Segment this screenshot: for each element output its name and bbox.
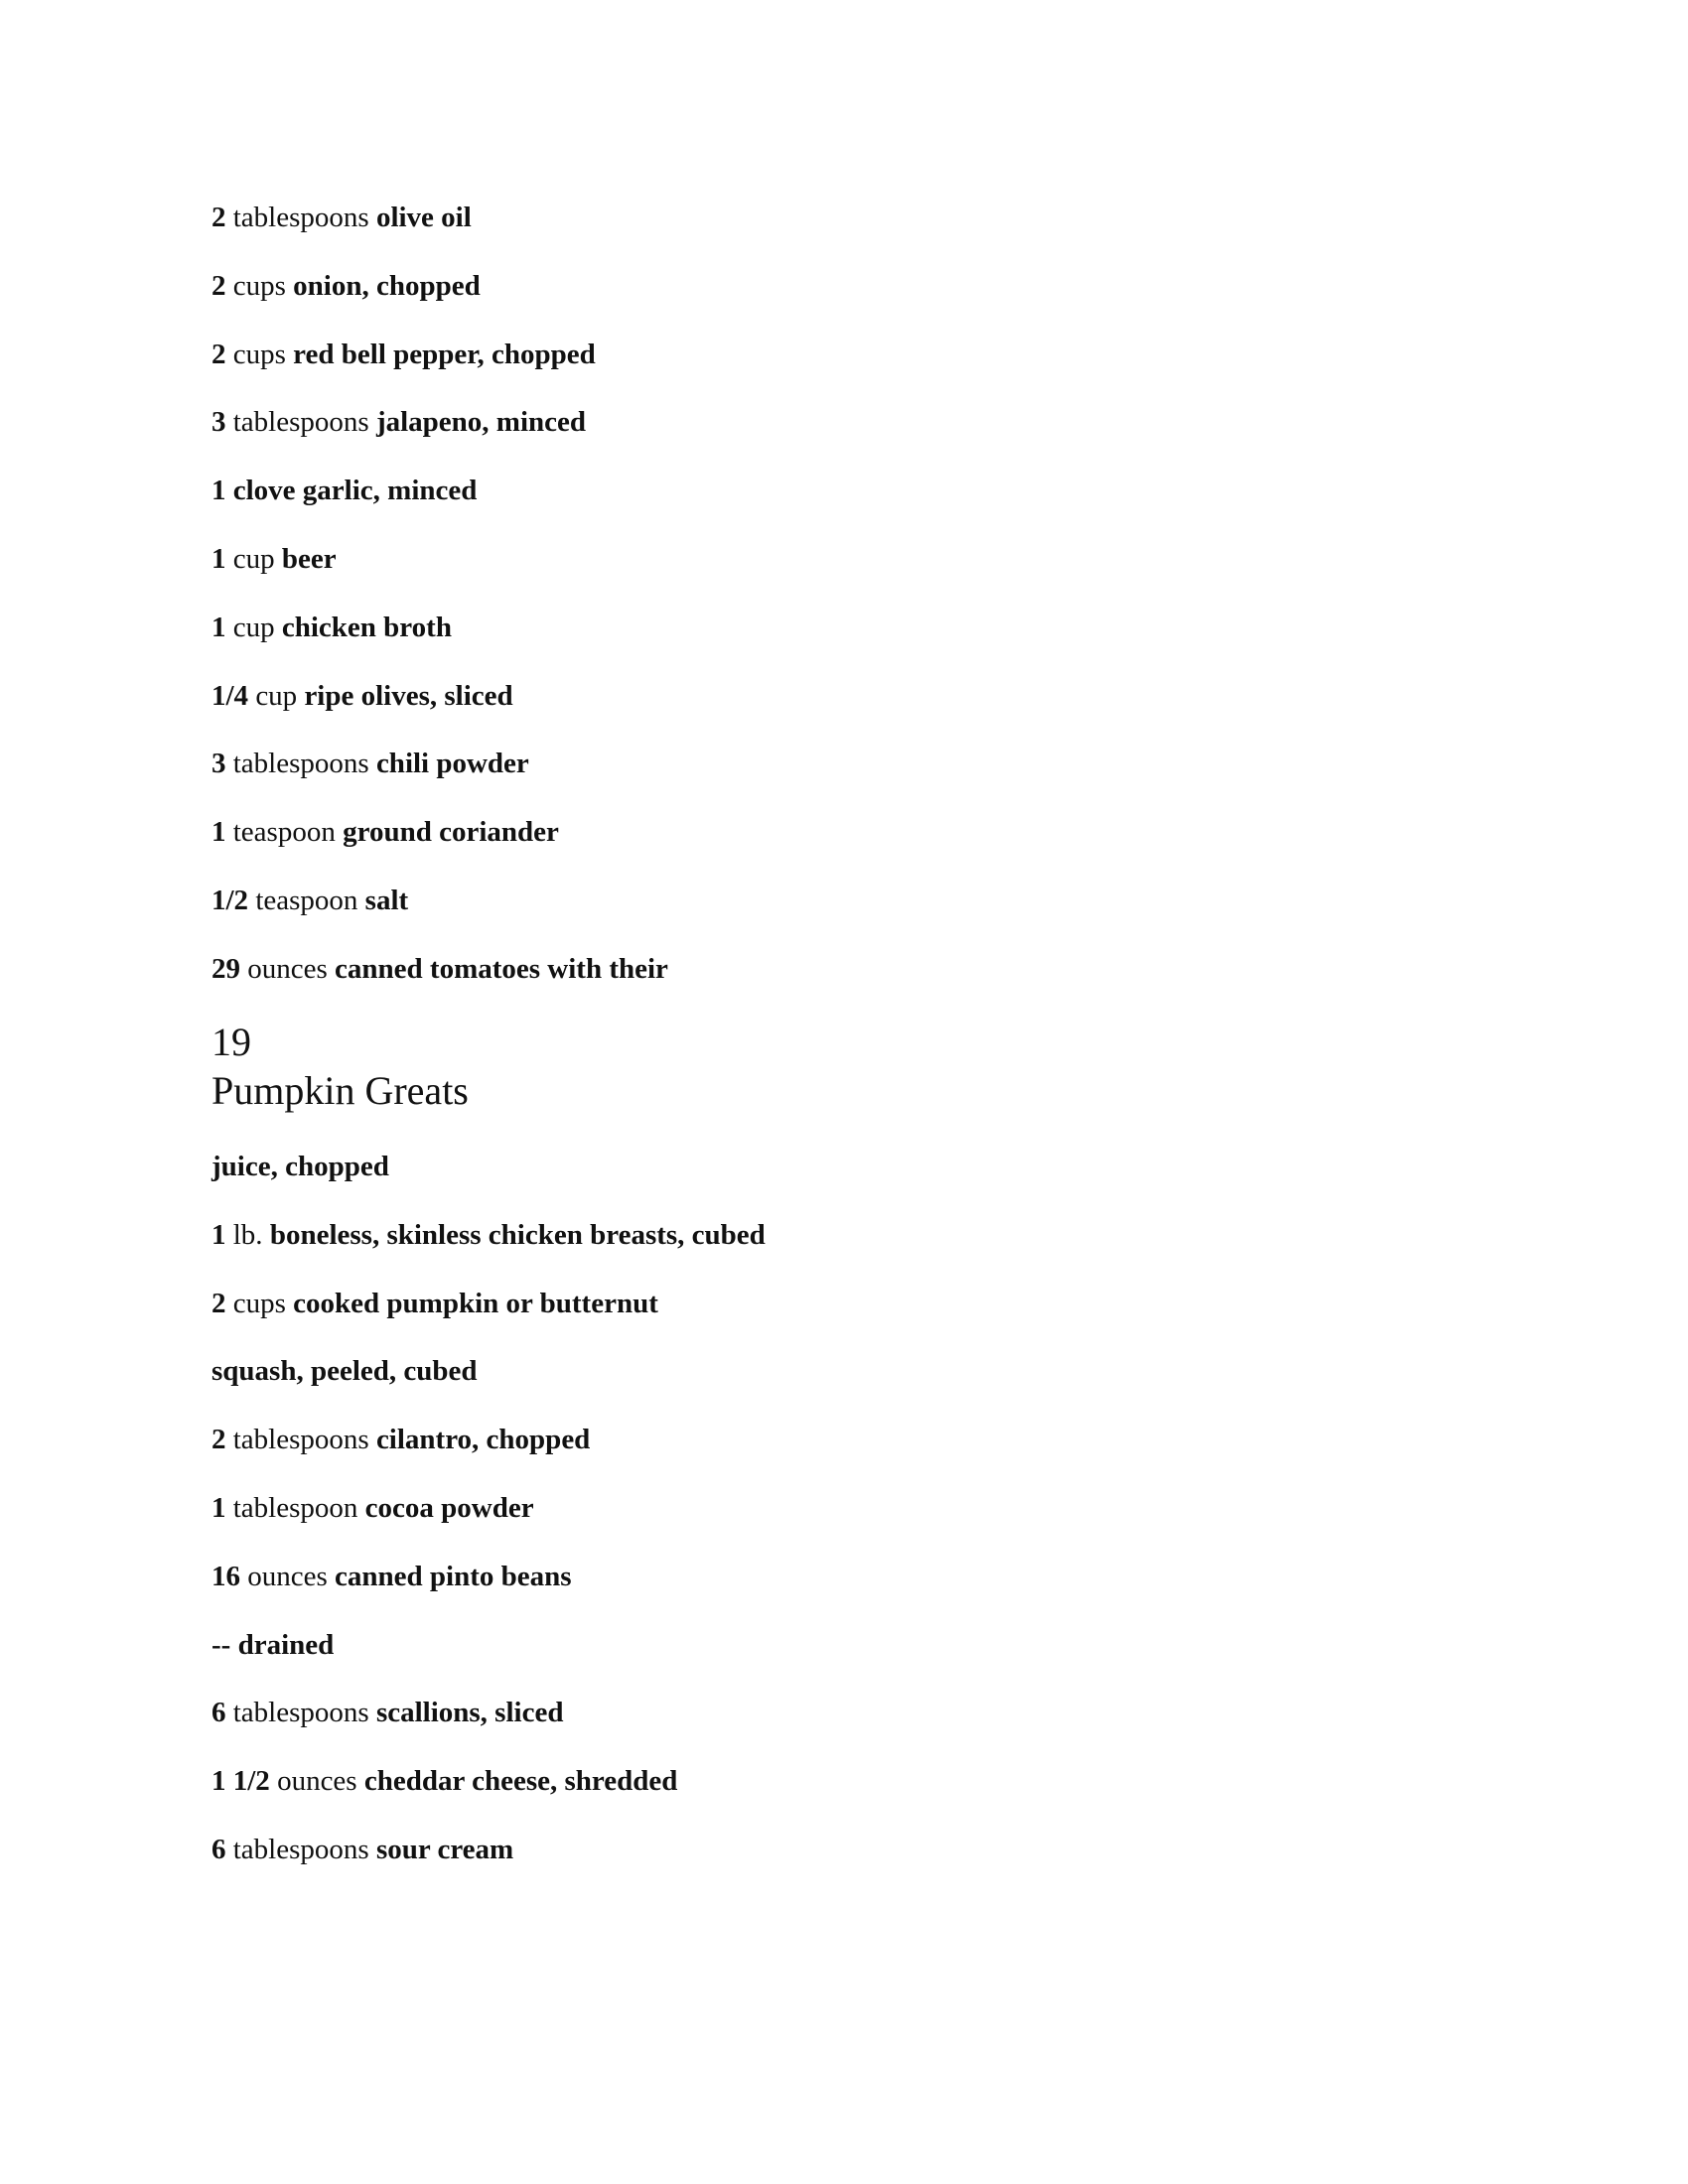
ingredient-name: clove garlic, minced [232, 475, 478, 507]
ingredient-line [211, 1690, 1502, 1758]
ingredient-line [211, 1622, 1502, 1691]
ingredient-unit: teaspoon [232, 816, 336, 849]
running-title: Pumpkin Greats [211, 1068, 469, 1113]
ingredient-unit: cup [232, 542, 275, 575]
ingredient-line [211, 1281, 1502, 1349]
ingredient-name: chicken broth [281, 611, 452, 643]
ingredient-unit: ounces [247, 1560, 328, 1592]
ingredient-name: squash, peeled, cubed [211, 1355, 478, 1388]
ingredient-name: canned pinto beans [335, 1560, 572, 1592]
ingredient-line [211, 605, 1502, 673]
ingredient-unit: tablespoons [232, 1833, 369, 1865]
ingredient-unit: cup [255, 679, 298, 712]
ingredient-unit: cups [232, 338, 286, 370]
ingredient-unit: tablespoon [232, 1491, 358, 1524]
ingredient-name: cilantro, chopped [375, 1424, 591, 1456]
ingredient-name: chili powder [375, 748, 529, 780]
ingredient-line [211, 536, 1502, 605]
ingredient-quantity: 1 [211, 1218, 226, 1251]
ingredient-unit: cups [232, 1287, 286, 1319]
ingredient-line [211, 195, 1502, 263]
ingredient-quantity: 2 [211, 1287, 226, 1319]
ingredient-line [211, 741, 1502, 809]
ingredient-name: cheddar cheese, shredded [363, 1765, 678, 1798]
ingredient-unit: tablespoons [232, 748, 369, 780]
ingredient-unit: tablespoons [232, 1424, 369, 1456]
ingredient-line [211, 946, 1502, 1015]
ingredient-line [211, 1758, 1502, 1827]
ingredient-line [211, 263, 1502, 332]
ingredient-name: ground coriander [343, 816, 559, 849]
ingredient-quantity: 1/2 [211, 884, 249, 916]
ingredient-quantity: 2 [211, 1424, 226, 1456]
ingredient-quantity: 6 [211, 1833, 226, 1865]
ingredient-quantity: 1 1/2 [211, 1765, 270, 1798]
ingredient-line [211, 1348, 1502, 1417]
ingredient-name: canned tomatoes with their [335, 952, 668, 985]
ingredient-line [211, 1144, 1502, 1212]
ingredient-name: scallions, sliced [375, 1697, 564, 1729]
ingredient-unit: ounces [247, 952, 328, 985]
ingredient-quantity: 16 [211, 1560, 240, 1592]
ingredient-quantity: 1 [211, 475, 226, 507]
ingredient-name: cocoa powder [364, 1491, 534, 1524]
ingredient-quantity: 1 [211, 816, 226, 849]
ingredient-name: olive oil [375, 202, 472, 233]
ingredient-name: onion, chopped [293, 269, 481, 302]
ingredient-name: jalapeno, minced [375, 406, 586, 439]
ingredient-unit: lb. [232, 1218, 263, 1251]
ingredient-line [211, 1485, 1502, 1554]
ingredient-quantity: 1 [211, 542, 226, 575]
ingredient-line [211, 673, 1502, 742]
ingredient-name: beer [281, 542, 337, 575]
ingredient-quantity: 29 [211, 952, 240, 985]
ingredient-line [211, 878, 1502, 946]
page-number: 19 [211, 1020, 251, 1064]
ingredient-unit: tablespoons [232, 406, 369, 439]
ingredient-line [211, 332, 1502, 400]
ingredient-line [211, 399, 1502, 468]
ingredient-line [211, 809, 1502, 878]
ingredient-quantity: 6 [211, 1697, 226, 1729]
ingredient-quantity: 3 [211, 748, 226, 780]
ingredient-quantity: 2 [211, 338, 226, 370]
ingredient-unit: cups [232, 269, 286, 302]
ingredient-name: sour cream [375, 1833, 514, 1865]
ingredient-quantity: 2 [211, 269, 226, 302]
ingredient-unit: tablespoons [232, 1697, 369, 1729]
ingredient-line [211, 1827, 1502, 1895]
ingredient-name: cooked pumpkin or butternut [293, 1287, 658, 1319]
ingredient-name: red bell pepper, chopped [293, 338, 596, 370]
ingredient-unit: cup [232, 611, 275, 643]
ingredient-line [211, 1417, 1502, 1485]
ingredient-line [211, 1554, 1502, 1622]
ingredient-quantity: 1 [211, 611, 226, 643]
ingredient-line [211, 468, 1502, 536]
ingredient-list-bottom [211, 1144, 1502, 1895]
ingredient-quantity: 1 [211, 1491, 226, 1524]
ingredient-name: juice, chopped [211, 1151, 389, 1182]
ingredient-quantity: 3 [211, 406, 226, 439]
ingredient-quantity: 2 [211, 202, 226, 233]
ingredient-unit: ounces [277, 1765, 357, 1798]
ingredient-line [211, 1212, 1502, 1281]
ingredient-list-top [211, 195, 1502, 1015]
ingredient-name: boneless, skinless chicken breasts, cubed [269, 1218, 766, 1251]
ingredient-quantity: 1/4 [211, 679, 249, 712]
ingredient-name: -- drained [211, 1628, 335, 1661]
ingredient-unit: teaspoon [255, 884, 358, 916]
ingredient-unit: tablespoons [232, 202, 369, 233]
ingredient-name: salt [364, 884, 409, 916]
ingredient-name: ripe olives, sliced [304, 679, 513, 712]
